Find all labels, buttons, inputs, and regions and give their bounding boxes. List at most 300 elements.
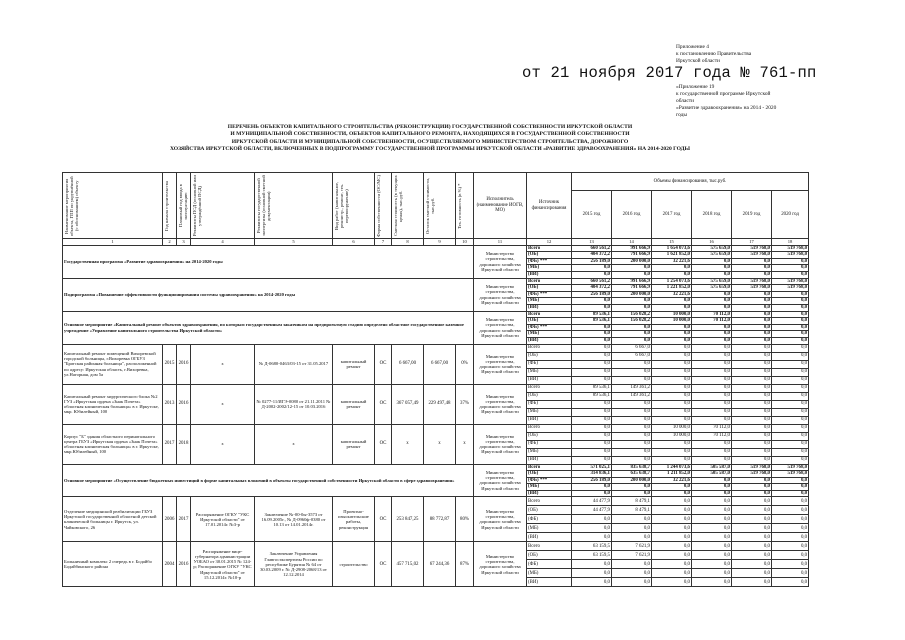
table-cell: 0,0 xyxy=(732,578,772,587)
table-cell: 0,0 xyxy=(692,506,732,515)
table-cell: 0,0 xyxy=(652,271,692,278)
table-cell: 2017 xyxy=(163,424,177,464)
table-cell: (ВИ) xyxy=(527,578,572,587)
table-cell: 0,0 xyxy=(612,448,652,456)
table-cell: (ВИ) xyxy=(527,304,572,311)
table-cell: 44 477,9 xyxy=(572,506,612,515)
table-cell: 0,0 xyxy=(772,424,809,432)
table-cell: 0,0 xyxy=(772,408,809,416)
table-cell: 519 768,0 xyxy=(772,245,809,252)
table-cell: 0,0 xyxy=(732,258,772,265)
table-cell: 200 000,0 xyxy=(612,477,652,484)
table-cell: 0,0 xyxy=(652,337,692,344)
title-line: ХОЗЯЙСТВА ИРКУТСКОЙ ОБЛАСТИ, ВКЛЮЧЕННЫХ В ПОДПРОГРАММУ ГОСУДАРСТВЕННОЙ ПРОГРАММЫ ИРКУТСКОЙ ОБЛАСТИ «РАЗВИТИЕ ЗДРАВООХРАНЕНИЯ» НА 2014-2020 ГОДЫ xyxy=(170,146,690,153)
table-cell: 6 xyxy=(333,239,375,246)
table-cell: 0,0 xyxy=(652,515,692,524)
table-cell: 0,0 xyxy=(772,432,809,440)
table-cell: 0,0 xyxy=(692,304,732,311)
table-cell: x xyxy=(191,384,255,424)
table-cell: 0,0 xyxy=(572,265,612,272)
table-cell: 0,0 xyxy=(612,324,652,331)
table-cell: 0,0 xyxy=(692,368,732,376)
header-text: Реквизиты ПСД (основной или утверждённой ПСД) xyxy=(192,175,202,236)
table-cell: 0,0 xyxy=(652,298,692,305)
table-cell: 87% xyxy=(456,542,474,587)
table-cell: Государственная программа «Развитие здравоохранения» на 2014-2020 годы xyxy=(63,245,474,278)
table-cell: 10 000,0 xyxy=(652,311,692,318)
table-cell: 0,0 xyxy=(572,304,612,311)
table-cell: Подпрограмма «Повышение эффективности функционирования системы здравоохранения» на 2014-2020 годы xyxy=(63,278,474,311)
table-cell: 519 768,0 xyxy=(772,285,809,292)
header-cell: Исполнитель (наименование ИОГВ, МО) xyxy=(474,173,527,239)
header-cell xyxy=(375,173,392,239)
table-cell: Капитальный ремонт хирургического блока №2 ГУЗ «Иркутская ордена «Знак Почета» областная клиническая больница» в г. Иркутске, мкр. Юбилейный, 100 xyxy=(63,384,163,424)
table-cell: 571 025,1 xyxy=(572,464,612,471)
table-cell: Корпус "Б" здания областного перинатального центра ГБУЗ «Иркутская ордена «Знак Почета» областная клиническая больница» в г. Иркутске, мкр.Юбилейный, 100 xyxy=(63,424,163,464)
table-cell: 0,0 xyxy=(652,490,692,497)
table-cell: 457 715,02 xyxy=(392,542,424,587)
table-cell: 0,0 xyxy=(612,265,652,272)
table-cell: 0,0 xyxy=(772,448,809,456)
table-cell: (ОБ) xyxy=(527,318,572,325)
table-cell: 0,0 xyxy=(652,360,692,368)
table-cell: 2013 xyxy=(163,384,177,424)
year-cell: 2019 год xyxy=(732,191,772,239)
header-text: Плановый год ввода в эксплуатацию xyxy=(178,184,188,227)
table-cell: 0% xyxy=(456,344,474,384)
table-cell: 0,0 xyxy=(772,318,809,325)
table-cell: (ВИ) xyxy=(527,376,572,384)
table-cell: 2006 xyxy=(163,497,177,542)
table-cell: 156 028,2 xyxy=(612,311,652,318)
table-cell: 0,0 xyxy=(732,490,772,497)
table-cell: 1 221 852,0 xyxy=(652,285,692,292)
table-cell: 0,0 xyxy=(692,298,732,305)
table-cell: 791 666,9 xyxy=(612,252,652,259)
table-cell: 0,0 xyxy=(732,408,772,416)
table-cell: 0,0 xyxy=(652,542,692,551)
table-cell: 0,0 xyxy=(732,569,772,578)
table-cell: 0,0 xyxy=(732,311,772,318)
table-cell: 88 772,87 xyxy=(424,497,456,542)
table-cell: 0,0 xyxy=(612,376,652,384)
table-cell: Министерство строительства, дорожного хозяйства Иркутской области xyxy=(474,497,527,542)
table-cell: 0,0 xyxy=(572,352,612,360)
header-cell xyxy=(255,173,333,239)
table-cell: 0,0 xyxy=(612,337,652,344)
table-row xyxy=(63,278,809,285)
table-cell: 791 666,9 xyxy=(612,285,652,292)
table-cell: 0,0 xyxy=(772,416,809,424)
table-cell: 0,0 xyxy=(732,432,772,440)
table-cell: 229 497,48 xyxy=(424,384,456,424)
table-cell: 0,0 xyxy=(652,533,692,542)
table-cell: 0,0 xyxy=(572,484,612,491)
column-numbers xyxy=(63,239,809,246)
document-title xyxy=(150,124,710,154)
header-text: Вид работ (капитальное, реконстр., ремонт, тех. перевооружение) xyxy=(334,181,349,230)
table-cell: 0,0 xyxy=(652,416,692,424)
table-cell: 575 659,0 xyxy=(692,278,732,285)
table-cell: (ФБ) xyxy=(527,360,572,368)
table-cell: 0,0 xyxy=(772,311,809,318)
appendix-line: «Развитие здравоохранения» на 2014 - 2020 xyxy=(676,105,777,111)
table-cell: 0,0 xyxy=(572,448,612,456)
table-cell: 0,0 xyxy=(732,376,772,384)
table-cell: 0,0 xyxy=(652,368,692,376)
table-cell: 0,0 xyxy=(692,578,732,587)
table-cell: 0,0 xyxy=(652,400,692,408)
table-cell: 0,0 xyxy=(732,337,772,344)
appendix-line: «Приложение 19 xyxy=(676,84,715,90)
table-cell: 12 xyxy=(527,239,572,246)
table-cell: Министерство строительства, дорожного хозяйства Иркутской области xyxy=(474,424,527,464)
table-cell: (ОБ) xyxy=(527,285,572,292)
table-cell: 835 638,7 xyxy=(612,464,652,471)
table-cell: 0,0 xyxy=(772,376,809,384)
table-cell: 0,0 xyxy=(692,542,732,551)
table-cell: 0,0 xyxy=(732,368,772,376)
table-cell: 0,0 xyxy=(772,484,809,491)
table-cell: 6 667,00 xyxy=(424,344,456,384)
table-cell: 0,0 xyxy=(732,344,772,352)
table-cell: № 0277-11/ИГЭ-0080 от 21.11.2011 № Д-2002-2002/12-15 от 10.03.2016 xyxy=(255,384,333,424)
table-cell: 2016 xyxy=(177,542,191,587)
table-cell: 89 536,1 xyxy=(572,392,612,400)
table-cell: 505 587,0 xyxy=(692,464,732,471)
table-cell: Всего xyxy=(527,497,572,506)
table-cell: 0,0 xyxy=(612,360,652,368)
table-cell: 1 621 852,0 xyxy=(652,252,692,259)
table-cell: 0,0 xyxy=(572,456,612,464)
table-cell: Всего xyxy=(527,344,572,352)
table-cell: 0,0 xyxy=(772,344,809,352)
table-cell: 0,0 xyxy=(572,578,612,587)
table-cell: 0,0 xyxy=(572,515,612,524)
table-cell: 0,0 xyxy=(772,569,809,578)
table-cell: 2015 xyxy=(163,344,177,384)
table-cell: 0,0 xyxy=(732,533,772,542)
table-cell: 0,0 xyxy=(612,560,652,569)
table-cell: (ОБ) xyxy=(527,252,572,259)
header-cell: Объемы финансирования, тыс.руб. xyxy=(572,173,809,191)
table-cell: 0,0 xyxy=(692,416,732,424)
table-cell: 70 112,0 xyxy=(692,311,732,318)
table-cell: 89 536,1 xyxy=(572,384,612,392)
table-cell: 2 xyxy=(163,239,177,246)
table-cell: (ВИ) xyxy=(527,271,572,278)
table-cell: 2016 xyxy=(177,344,191,384)
table-cell: 0,0 xyxy=(772,324,809,331)
table-cell: 0,0 xyxy=(772,477,809,484)
table-cell: x xyxy=(424,424,456,464)
header-text: Остаток сметной стоимости, тыс.руб. xyxy=(425,177,435,234)
table-cell: 9 xyxy=(424,239,456,246)
table-cell: 0,0 xyxy=(772,360,809,368)
table-cell: 404 372,2 xyxy=(572,252,612,259)
year-cell: 2016 год xyxy=(612,191,652,239)
table-cell: 7 621,9 xyxy=(612,542,652,551)
corner-note xyxy=(676,44,866,65)
table-cell: x xyxy=(456,424,474,464)
header-text: Реквизиты государственной экспертизы (основной сметной документации) xyxy=(256,175,271,236)
table-cell: Министерство строительства, дорожного хозяйства Иркутской области xyxy=(474,464,527,497)
table-cell: 0,0 xyxy=(572,360,612,368)
table-cell: (ОБ) xyxy=(527,392,572,400)
table-cell: 660 561,2 xyxy=(572,245,612,252)
title-line: И МУНИЦИПАЛЬНОЙ СОБСТВЕННОСТИ, ОБЪЕКТОВ КАПИТАЛЬНОГО РЕМОНТА, НАХОДЯЩИХСЯ В ГОСУДАРСТВЕННОЙ СОБСТВЕННОСТИ xyxy=(230,131,630,138)
table-cell: 0,0 xyxy=(772,560,809,569)
table-cell: 44 477,9 xyxy=(572,497,612,506)
table-cell: 0,0 xyxy=(772,533,809,542)
table-cell: 0,0 xyxy=(572,368,612,376)
table-cell: 4 xyxy=(191,239,255,246)
table-cell: 0,0 xyxy=(732,416,772,424)
table-cell: 0,0 xyxy=(572,569,612,578)
table-cell: 0,0 xyxy=(772,515,809,524)
table-cell: 0,0 xyxy=(772,331,809,338)
table-cell: 1 xyxy=(63,239,163,246)
table-cell: Распоряжение ОГКУ "УКС Иркутской области" от 17.01.2014г. №3-р xyxy=(191,497,255,542)
table-cell: 0,0 xyxy=(732,477,772,484)
table-cell: Всего xyxy=(527,311,572,318)
table-cell: Заключение №-00-0ы-3573 от 16.09.2005г., № Д-0960ф-0380 от 10.13 от 14.01.2014г. xyxy=(255,497,333,542)
table-cell: 80% xyxy=(456,497,474,542)
table-cell: 63 159,5 xyxy=(572,542,612,551)
table-cell: 0,0 xyxy=(732,456,772,464)
table-cell: 0,0 xyxy=(692,360,732,368)
table-cell: (ФБ) *** xyxy=(527,291,572,298)
table-cell: 0,0 xyxy=(692,533,732,542)
table-cell: Министерство строительства, дорожного хозяйства Иркутской области xyxy=(474,278,527,311)
table-cell: 0,0 xyxy=(732,440,772,448)
table-cell: 0,0 xyxy=(772,337,809,344)
table-cell: 575 659,0 xyxy=(692,245,732,252)
table-cell: Основное мероприятие «Капитальный ремонт объектов здравоохранения, по которым государственным заказчиком на предпроектную стадию определено областное государственное казенное учреждение «Управление капитального строительства Иркутской области» xyxy=(63,311,474,344)
table-cell: 0,0 xyxy=(692,324,732,331)
table-cell: 0,0 xyxy=(572,298,612,305)
table-cell: 0,0 xyxy=(772,304,809,311)
header-text: Наименование мероприятия объекта, ГПП по укрупнённой (с обоснованием) объекту xyxy=(64,175,79,236)
table-cell: 32 221,6 xyxy=(652,291,692,298)
table-cell: 0,0 xyxy=(732,384,772,392)
table-cell: (ФБ) *** xyxy=(527,477,572,484)
table-cell: 0,0 xyxy=(772,291,809,298)
header-text: Тех. готовность (в %) * xyxy=(457,182,462,229)
header-cell xyxy=(177,173,191,239)
table-cell: 149 361,2 xyxy=(612,384,652,392)
table-cell: 0,0 xyxy=(692,497,732,506)
corner-line: Иркутской области xyxy=(676,58,720,64)
table-cell: 89 536,1 xyxy=(572,318,612,325)
table-cell: 0,0 xyxy=(692,490,732,497)
table-cell: 0,0 xyxy=(652,456,692,464)
table-cell: 256 189,0 xyxy=(572,291,612,298)
table-cell: 0,0 xyxy=(732,392,772,400)
table-cell: 519 768,0 xyxy=(772,252,809,259)
table-cell: 0,0 xyxy=(612,440,652,448)
table-cell: 0,0 xyxy=(652,265,692,272)
table-cell: 0,0 xyxy=(772,456,809,464)
table-cell: 0,0 xyxy=(692,258,732,265)
table-cell: 70 112,0 xyxy=(692,318,732,325)
objects-table xyxy=(62,172,809,587)
table-cell: 0,0 xyxy=(612,432,652,440)
header-cell xyxy=(333,173,375,239)
table-cell: 575 659,0 xyxy=(692,252,732,259)
table-cell: ОС xyxy=(375,542,392,587)
table-cell: 1 211 852,0 xyxy=(652,471,692,478)
table-cell: (ФБ) xyxy=(527,515,572,524)
table-cell: (ВИ) xyxy=(527,490,572,497)
year-cell: 2018 год xyxy=(692,191,732,239)
table-row xyxy=(63,542,809,551)
table-cell: 10 000,0 xyxy=(652,432,692,440)
table-row xyxy=(63,464,809,471)
table-cell: 0,0 xyxy=(732,265,772,272)
table-cell: 519 768,0 xyxy=(732,278,772,285)
table-cell: 32 221,6 xyxy=(652,258,692,265)
table-cell: 635 638,7 xyxy=(612,471,652,478)
table-cell: Всего xyxy=(527,384,572,392)
table-cell: 0,0 xyxy=(612,524,652,533)
table-cell: 991 666,9 xyxy=(612,278,652,285)
table-cell: 63 159,5 xyxy=(572,551,612,560)
table-cell: 10 000,0 xyxy=(652,318,692,325)
table-cell: 0,0 xyxy=(612,456,652,464)
table-cell: 660 561,2 xyxy=(572,278,612,285)
table-cell: 0,0 xyxy=(572,408,612,416)
table-cell: 0,0 xyxy=(732,360,772,368)
table-cell: 0,0 xyxy=(772,497,809,506)
table-cell: (МБ) xyxy=(527,331,572,338)
table-cell: 519 768,0 xyxy=(732,245,772,252)
table-cell: 0,0 xyxy=(732,271,772,278)
table-cell: 0,0 xyxy=(772,578,809,587)
table-cell: 367 057,49 xyxy=(392,384,424,424)
table-cell: 0,0 xyxy=(612,578,652,587)
table-cell: 0,0 xyxy=(612,490,652,497)
table-cell: 0,0 xyxy=(652,484,692,491)
table-cell: 0,0 xyxy=(692,569,732,578)
table-cell: 16 xyxy=(692,239,732,246)
date-stamp: от 21 ноября 2017 года № 761-пп xyxy=(522,64,817,82)
table-cell: 253 847,25 xyxy=(392,497,424,542)
table-cell: 0,0 xyxy=(772,392,809,400)
table-row xyxy=(63,245,809,252)
appendix-line: области xyxy=(676,98,695,104)
table-cell: 1 654 073,6 xyxy=(652,245,692,252)
appendix-line: к государственной программе Иркутской xyxy=(676,91,771,97)
table-cell: 519 768,0 xyxy=(732,471,772,478)
table-row xyxy=(63,497,809,506)
table-cell: 0,0 xyxy=(692,456,732,464)
table-cell: 70 112,0 xyxy=(692,432,732,440)
title-line: ИРКУТСКОЙ ОБЛАСТИ И МУНИЦИПАЛЬНОЙ СОБСТВЕННОСТИ, ОСУЩЕСТВЛЯЕМОГО МИНИСТЕРСТВОМ СТРОИТЕЛЬСТВА, ДОРОЖНОГО xyxy=(231,138,629,145)
table-cell: капитальный ремонт xyxy=(333,384,375,424)
table-cell: 0,0 xyxy=(732,352,772,360)
table-cell: 8 xyxy=(392,239,424,246)
table-cell: 519 768,0 xyxy=(772,278,809,285)
table-cell: 13 xyxy=(572,239,612,246)
table-row xyxy=(63,311,809,318)
table-cell: (ОБ) xyxy=(527,471,572,478)
table-cell: 0,0 xyxy=(772,352,809,360)
table-cell: 0,0 xyxy=(732,324,772,331)
table-cell: 0,0 xyxy=(692,376,732,384)
table-cell: 0,0 xyxy=(572,432,612,440)
table-cell: 0,0 xyxy=(692,477,732,484)
table-cell: (ВИ) xyxy=(527,337,572,344)
table-cell: 32 221,6 xyxy=(652,477,692,484)
corner-line: Приложение 4 xyxy=(676,44,709,50)
table-cell: 0,0 xyxy=(572,400,612,408)
table-cell: 0,0 xyxy=(692,408,732,416)
table-cell: 17 xyxy=(732,239,772,246)
table-cell: Министерство строительства, дорожного хозяйства Иркутской области xyxy=(474,542,527,587)
table-cell: 0,0 xyxy=(652,304,692,311)
table-cell: Всего xyxy=(527,464,572,471)
table-cell: 0,0 xyxy=(692,560,732,569)
table-cell: Отделение медицинской реабилитации ГБУЗ Иркутской государственной областной детской клинической больницы г. Иркутск, ул. Чайковского, 26 xyxy=(63,497,163,542)
table-cell: 0,0 xyxy=(692,400,732,408)
table-cell: 0,0 xyxy=(572,331,612,338)
table-cell: 0,0 xyxy=(572,424,612,432)
table-cell: 0,0 xyxy=(652,578,692,587)
table-cell: 0,0 xyxy=(612,515,652,524)
table-cell: 0,0 xyxy=(572,524,612,533)
table-cell: 0,0 xyxy=(772,440,809,448)
title-line: ПЕРЕЧЕНЬ ОБЪЕКТОВ КАПИТАЛЬНОГО СТРОИТЕЛЬСТВА (РЕКОНСТРУКЦИИ) ГОСУДАРСТВЕННОЙ СОБСТВЕННОСТИ ИРКУТСКОЙ ОБЛАСТИ xyxy=(227,124,633,130)
table-cell: 0,0 xyxy=(612,271,652,278)
table-cell: 0,0 xyxy=(572,560,612,569)
table-cell: Распоряжение вице-губернатора администрации УОБАО от 30.01.2015 № 124-р; Распоряжение ОГКУ "УКС Иркутской области" от 15.12.2014г. №10-р xyxy=(191,542,255,587)
table-cell: 0,0 xyxy=(652,384,692,392)
table-cell: x xyxy=(255,424,333,464)
appendix-line: годы xyxy=(676,112,687,118)
table-cell: 404 372,2 xyxy=(572,285,612,292)
table-cell: 200 000,0 xyxy=(612,258,652,265)
table-cell: 2016 xyxy=(177,384,191,424)
table-cell: 7 xyxy=(375,239,392,246)
table-cell: Всего xyxy=(527,424,572,432)
table-cell: 0,0 xyxy=(732,304,772,311)
table-cell: 0,0 xyxy=(652,344,692,352)
table-cell: 0,0 xyxy=(652,448,692,456)
table-cell: 0,0 xyxy=(772,551,809,560)
table-cell: 0,0 xyxy=(772,265,809,272)
header-cell xyxy=(191,173,255,239)
table-cell: 0,0 xyxy=(692,448,732,456)
table-cell: 0,0 xyxy=(772,524,809,533)
table-cell: 0,0 xyxy=(692,271,732,278)
table-cell: 10 xyxy=(456,239,474,246)
table-cell: 0,0 xyxy=(612,368,652,376)
table-cell: 1 254 073,6 xyxy=(652,278,692,285)
year-cell: 2020 год xyxy=(772,191,809,239)
table-cell: 0,0 xyxy=(732,331,772,338)
year-cell: 2015 год xyxy=(572,191,612,239)
table-cell: 0,0 xyxy=(732,424,772,432)
header-cell xyxy=(424,173,456,239)
year-cell: 2017 год xyxy=(652,191,692,239)
table-cell: (МБ) xyxy=(527,265,572,272)
table-cell: Всего xyxy=(527,278,572,285)
table-cell: 0,0 xyxy=(772,258,809,265)
table-cell: 6 667,00 xyxy=(392,344,424,384)
header-cell: Источник финансирования xyxy=(527,173,572,239)
table-cell: 0,0 xyxy=(732,560,772,569)
